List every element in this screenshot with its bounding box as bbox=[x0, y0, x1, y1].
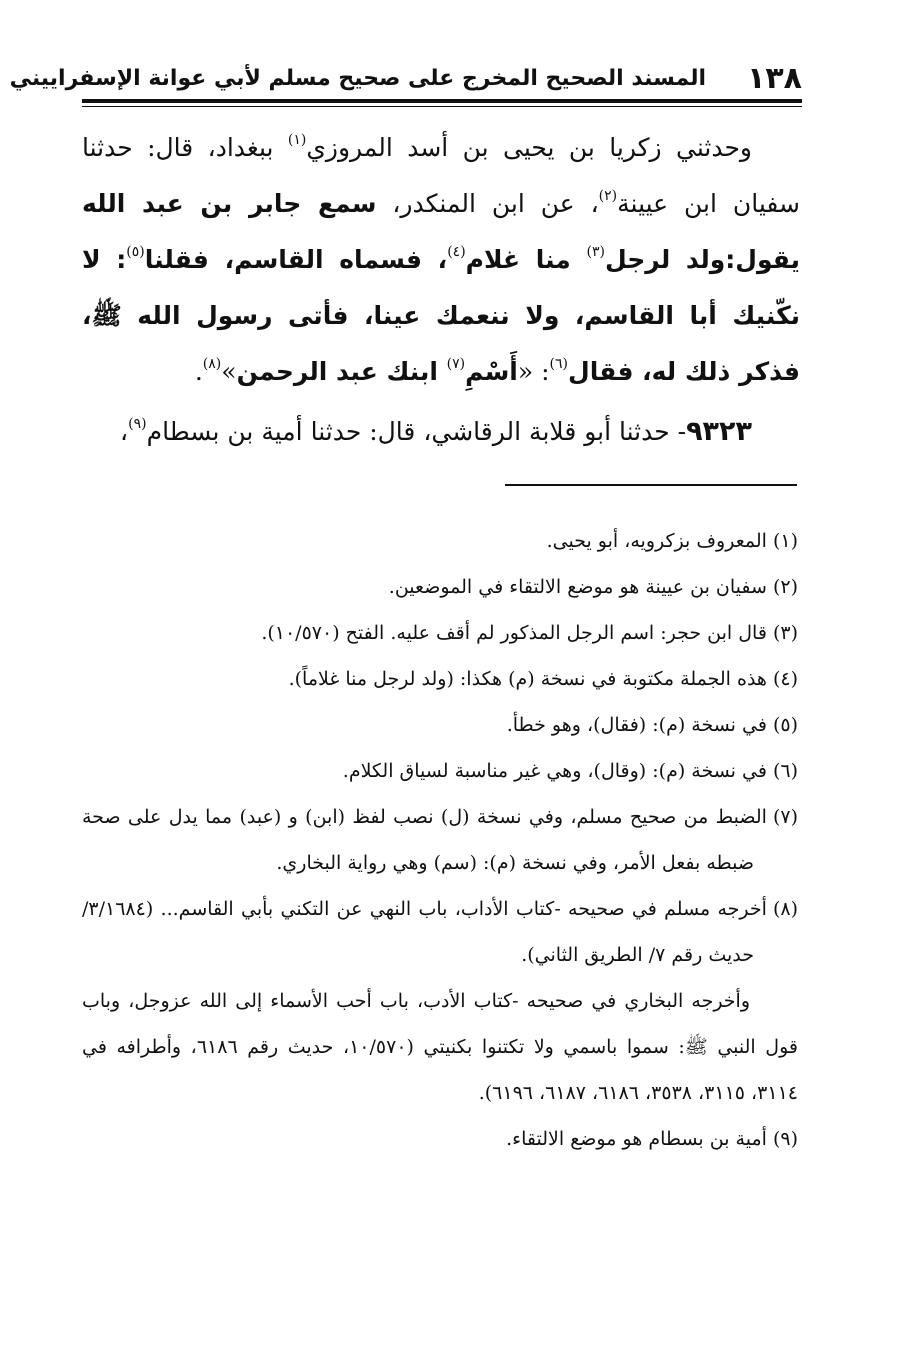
footnote-ref: (٣) bbox=[586, 244, 605, 260]
footnote-separator bbox=[505, 484, 797, 486]
footnote bbox=[82, 518, 798, 564]
footnote-ref: (٨) bbox=[202, 356, 222, 372]
footnote-text: قال ابن حجر: اسم الرجل المذكور لم أقف عليه. الفتح (١٠/٥٧٠). bbox=[261, 622, 767, 644]
footnote-ref: (٧) bbox=[446, 356, 466, 372]
footnote-number: (٧) bbox=[772, 806, 798, 828]
footnote-text: المعروف بزكرويه، أبو يحيى. bbox=[546, 530, 767, 552]
footnote bbox=[82, 656, 798, 702]
footnote-text: سفيان بن عيينة هو موضع الالتقاء في الموضعين. bbox=[388, 576, 767, 598]
footnote-number: (٩) bbox=[772, 1128, 798, 1150]
header-rule-thick bbox=[82, 99, 802, 103]
text-segment: ، bbox=[120, 417, 129, 446]
footnote-text: في نسخة (م): (فقال)، وهو خطأ. bbox=[506, 714, 767, 736]
footnote bbox=[82, 564, 798, 610]
footnote-ref: (١) bbox=[287, 132, 307, 148]
bold-text: أَسْمِ bbox=[465, 357, 518, 386]
footnote-ref: (٢) bbox=[598, 188, 618, 204]
footnote bbox=[82, 886, 798, 978]
footnote-ref: (٥) bbox=[126, 244, 145, 260]
footnote-number: (١) bbox=[772, 530, 798, 552]
footnotes bbox=[82, 518, 798, 1162]
text-segment: . bbox=[194, 357, 203, 386]
header-rule-thin bbox=[82, 106, 802, 107]
footnote-ref: (٩) bbox=[128, 416, 147, 432]
footnote-text: في نسخة (م): (وقال)، وهي غير مناسبة لسياق الكلام. bbox=[342, 760, 767, 782]
text-segment: » bbox=[221, 357, 237, 386]
hadith-paragraph bbox=[82, 404, 800, 460]
hadith-number: ٩٣٢٣ bbox=[686, 416, 752, 447]
footnote-text: الضبط من صحيح مسلم، وفي نسخة (ل) نصب لفظ (ابن) و (عبد) مما يدل على صحة ضبطه بفعل الأمر، وفي نسخة (م): (سم) وهي رواية البخاري. bbox=[82, 806, 767, 874]
footnote-ref: (٦) bbox=[549, 356, 568, 372]
main-text bbox=[82, 120, 800, 460]
text-segment: : « bbox=[517, 357, 550, 386]
bold-text: سمع جابر بن عبد الله يقول:ولد لرجل bbox=[82, 189, 800, 274]
footnote-number: (٨) bbox=[772, 898, 798, 920]
footnote-continuation bbox=[82, 978, 798, 1116]
footnote-number: (٤) bbox=[772, 668, 798, 690]
footnote bbox=[82, 610, 798, 656]
footnote-text: هذه الجملة مكتوبة في نسخة (م) هكذا: (ولد لرجل منا غلاماً). bbox=[288, 668, 767, 690]
footnote bbox=[82, 794, 798, 886]
footnote-text: وأخرجه البخاري في صحيحه -كتاب الأدب، باب أحب الأسماء إلى الله عزوجل، وباب قول النبي ﷺ: سموا باسمي ولا تكتنوا بكنيتي (١٠/٥٧٠، حديث رقم ٦١٨٦، وأطرافه في ٣١١٤، ٣١١٥، ٣٥٣٨، ٦١٨٦، ٦١٨٧، ٦١٩٦). bbox=[82, 990, 798, 1104]
page-number: ١٣٨ bbox=[747, 61, 802, 96]
bold-text: : لا نكّنيك أبا القاسم، ولا ننعمك عينا، فأتى رسول الله ﷺ، فذكر ذلك له، فقال bbox=[82, 245, 800, 386]
footnote bbox=[82, 1116, 798, 1162]
text-segment: - حدثنا أبو قلابة الرقاشي، قال: حدثنا أمية بن بسطام bbox=[146, 417, 687, 446]
hadith-paragraph bbox=[82, 120, 800, 400]
footnote bbox=[82, 702, 798, 748]
page-header bbox=[9, 61, 802, 96]
footnote-number: (٦) bbox=[772, 760, 798, 782]
footnote-text: أخرجه مسلم في صحيحه -كتاب الأداب، باب النهي عن التكني بأبي القاسم... (٣/١٦٨٤/ حديث رقم ٧/ الطريق الثاني). bbox=[82, 898, 767, 966]
bold-text: ابنك عبد الرحمن bbox=[236, 357, 447, 386]
bold-text: ، فسماه القاسم، فقلنا bbox=[144, 245, 448, 274]
footnote-ref: (٤) bbox=[447, 244, 466, 260]
footnote-text: أمية بن بسطام هو موضع الالتقاء. bbox=[506, 1128, 767, 1150]
text-segment: ، عن ابن المنكدر، bbox=[376, 189, 599, 218]
running-title: المسند الصحيح المخرج على صحيح مسلم لأبي عوانة الإسفراييني bbox=[9, 66, 706, 91]
footnote bbox=[82, 748, 798, 794]
footnote-number: (٣) bbox=[772, 622, 798, 644]
bold-text: منا غلام bbox=[465, 245, 587, 274]
footnote-number: (٥) bbox=[772, 714, 798, 736]
footnote-number: (٢) bbox=[772, 576, 798, 598]
text-segment: ببغداد، قال: حدثنا سفيان ابن عيينة bbox=[82, 133, 800, 218]
text-segment: وحدثني زكريا بن يحيى بن أسد المروزي bbox=[306, 133, 752, 162]
